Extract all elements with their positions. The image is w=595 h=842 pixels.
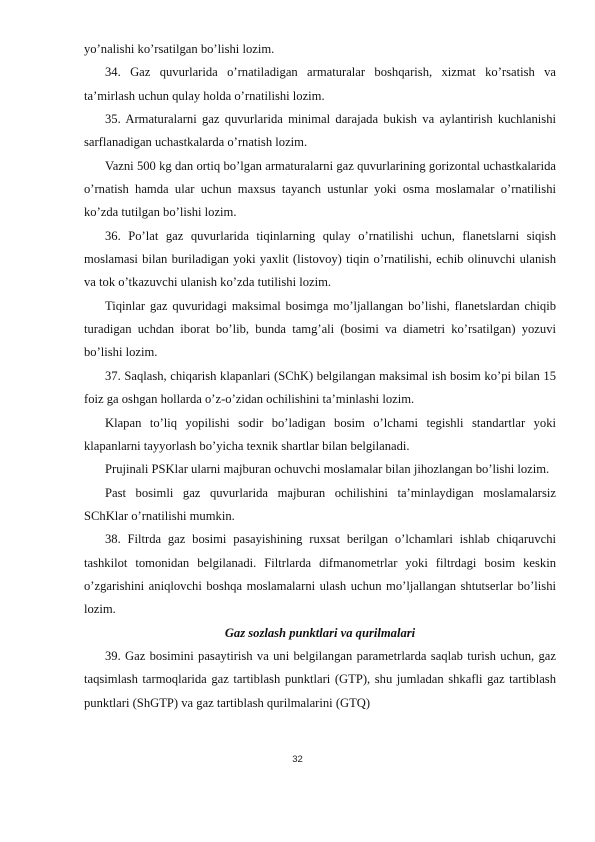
paragraph-37-valve: Klapan to’liq yopilishi sodir bo’ladigan bosim o’lchami tegishli standartlar yoki klapanlarni tayyorlash bo’yicha texnik shartlar bilan belgilanadi. xyxy=(84,415,556,453)
paragraph-37-low-pressure: Past bosimli gaz quvurlarida majburan ochilishini ta’minlaydigan moslamalarsiz SChKlar o’rnatilishi mumkin. xyxy=(84,485,556,523)
page-number: 32 xyxy=(292,754,303,765)
paragraph-39: 39. Gaz bosimini pasaytirish va uni belgilangan parametrlarda saqlab turish uchun, gaz taqsimlash tarmoqlarida gaz tartiblash punktlari (GTP), shu jumladan shkafli gaz tartiblash punktlari (ShGTP) va gaz tartiblash qurilmalarini (GTQ) xyxy=(84,648,556,710)
document-body xyxy=(84,38,556,715)
paragraph-36: 36. Po’lat gaz quvurlarida tiqinlarning qulay o’rnatilishi uchun, flanetslarni siqish moslamasi bilan buriladigan yoki yaxlit (listovoy) tiqin o’rnatilishi, echib olinuvchi ulanish va tok o’tkazuvchi ulanish ko’zda tutilishi lozim. xyxy=(84,228,556,290)
paragraph-36-plugs: Tiqinlar gaz quvuridagi maksimal bosimga mo’ljallangan bo’lishi, flanetslardan chiqib turadigan uchdan iborat bo’lib, bunda tamg’ali (bosimi va diametri ko’rsatilgan) yozuvi bo’lishi lozim. xyxy=(84,298,556,360)
paragraph-35: 35. Armaturalarni gaz quvurlarida minimal darajada bukish va aylantirish kuchlanishi sarflanadigan uchastkalarda o’rnatish lozim. xyxy=(84,112,556,150)
paragraph-38: 38. Filtrda gaz bosimi pasayishining ruxsat berilgan o’lchamlari ishlab chiqaruvchi tashkilot tomonidan belgilanadi. Filtrlarda difmanometrlar yoki filtrdagi bosim keskin o’zgarishini aniqlovchi boshqa moslamalarni ulash uchun mo’ljallangan shtutserlar bo’lishi lozim. xyxy=(84,532,556,617)
paragraph-35-weight: Vazni 500 kg dan ortiq bo’lgan armaturalarni gaz quvurlarining gorizontal uchastkalarida o’rnatish hamda ular uchun maxsus tayanch ustunlar yoki osma moslamalar o’rnatilishi ko’zda tutilgan bo’lishi lozim. xyxy=(84,158,556,220)
paragraph-continuation: yo’nalishi ko’rsatilgan bo’lishi lozim. xyxy=(84,42,275,56)
section-heading: Gaz sozlash punktlari va qurilmalari xyxy=(224,625,416,640)
paragraph-34: 34. Gaz quvurlarida o’rnatiladigan armaturalar boshqarish, xizmat ko’rsatish va ta’mirlash uchun qulay holda o’rnatilishi lozim. xyxy=(84,65,556,103)
paragraph-37: 37. Saqlash, chiqarish klapanlari (SChK) belgilangan maksimal ish bosim ko’pi bilan 15 foiz ga oshgan hollarda o’z-o’zidan ochilishini ta’minlashi lozim. xyxy=(84,368,556,407)
paragraph-37-spring: Prujinali PSKlar ularni majburan ochuvchi moslamalar bilan jihozlangan bo’lishi lozim. xyxy=(105,462,550,477)
